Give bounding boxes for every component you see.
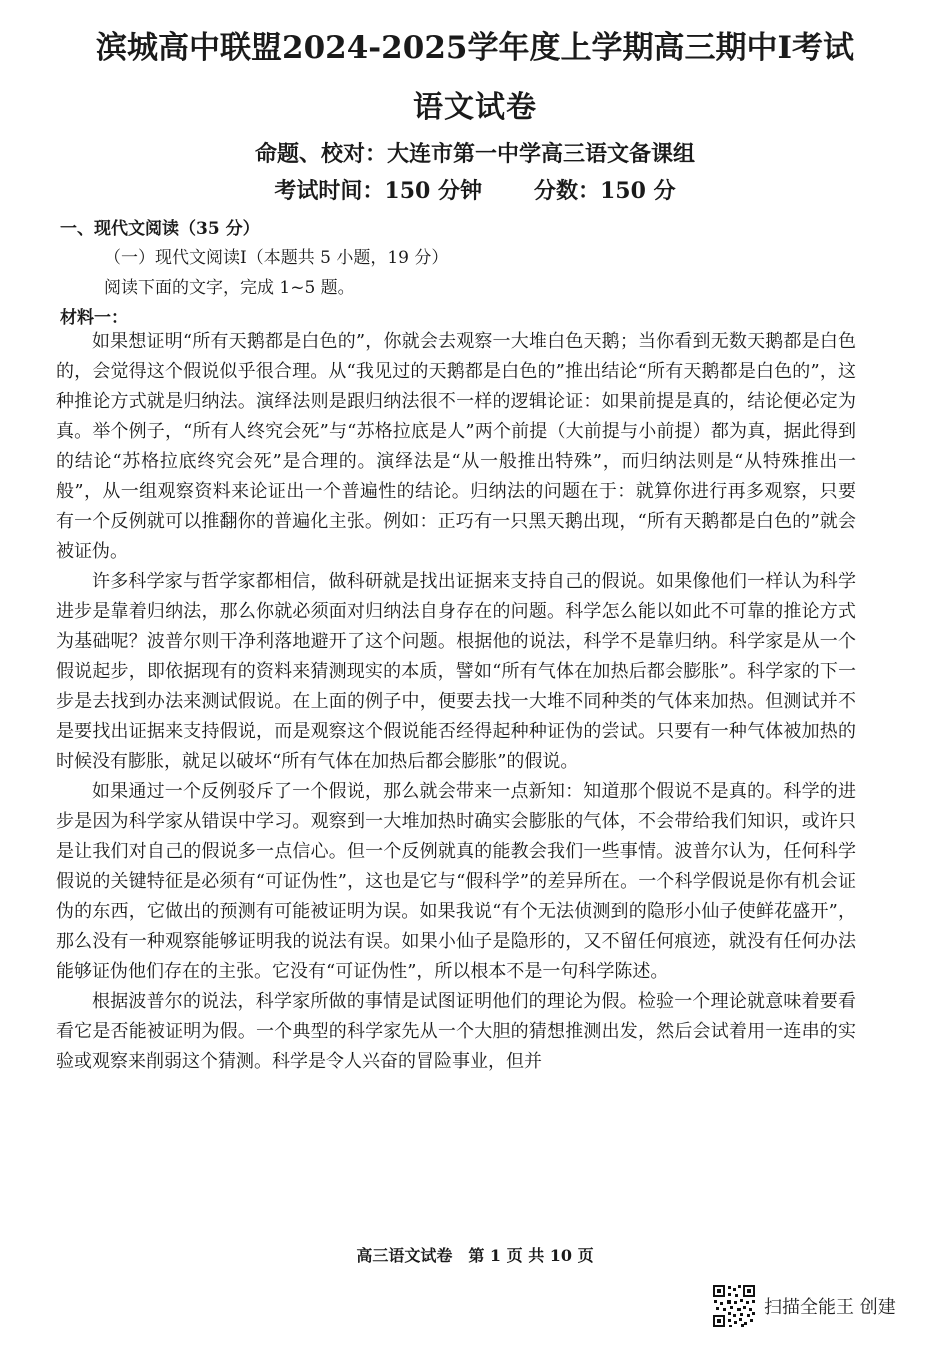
scanner-label: 扫描全能王 创建	[764, 1297, 896, 1318]
exam-time: 考试时间：150 分钟	[274, 178, 482, 204]
paragraph-2: 许多科学家与哲学家都相信，做科研就是找出证据来支持自己的假说。如果像他们一样认为科学进步是靠着归纳法，那么你就必须面对归纳法自身存在的问题。科学怎么能以如此不可靠的推论方式为基础呢？波普尔则干净利落地避开了这个问题。根据他的说法，科学不是靠归纳。科学家是从一个假说起步，即依据现有的资料来猜测现实的本质，譬如“所有气体在加热后都会膨胀”。科学家的下一步是去找到办法来测试假说。在上面的例子中，便要去找一大堆不同种类的气体来加热。但测试并不是要找出证据来支持假说，而是观察这个假说能否经得起种种证伪的尝试。只要有一种气体被加热的时候没有膨胀，就足以破坏“所有气体在加热后都会膨胀”的假说。	[56, 571, 856, 772]
paragraph-1: 如果想证明“所有天鹅都是白色的”，你就会去观察一大堆白色天鹅；当你看到无数天鹅都是白色的，会觉得这个假说似乎很合理。从“我见过的天鹅都是白色的”推出结论“所有天鹅都是白色的”，这种推论方式就是归纳法。演绎法则是跟归纳法很不一样的逻辑论证：如果前提是真的，结论便必定为真。举个例子，“所有人终究会死”与“苏格拉底是人”两个前提（大前提与小前提）都为真，据此得到的结论“苏格拉底终究会死”是合理的。演绎法是“从一般推出特殊”，而归纳法则是“从特殊推出一般”，从一组观察资料来论证出一个普遍性的结论。归纳法的问题在于：就算你进行再多观察，只要有一个反例就可以推翻你的普遍化主张。例如：正巧有一只黑天鹅出现，“所有天鹅都是白色的”就会被证伪。	[56, 331, 856, 562]
qr-code-icon	[712, 1284, 756, 1328]
setter-line: 命题、校对：大连市第一中学高三语文备课组	[254, 141, 695, 167]
scanner-watermark	[712, 1284, 896, 1328]
reading-instruction: 阅读下面的文字，完成 1~5 题。	[104, 278, 355, 298]
exam-score: 分数：150 分	[534, 178, 676, 204]
material-text	[56, 327, 856, 1077]
section-heading: 一、现代文阅读（35 分）	[60, 219, 260, 239]
material-label: 材料一：	[60, 308, 128, 328]
exam-info-line	[0, 174, 950, 205]
page-footer: 高三语文试卷 第 1 页 共 10 页	[356, 1246, 594, 1265]
subject-title: 语文试卷	[413, 90, 537, 125]
paragraph-3: 如果通过一个反例驳斥了一个假说，那么就会带来一点新知：知道那个假说不是真的。科学的进步是因为科学家从错误中学习。观察到一大堆加热时确实会膨胀的气体，不会带给我们知识，或许只是让我们对自己的假说多一点信心。但一个反例就真的能教会我们一些事情。波普尔认为，任何科学假说的关键特征是必须有“可证伪性”，这也是它与“假科学”的差异所在。一个科学假说是你有机会证伪的东西，它做出的预测有可能被证明为误。如果我说“有个无法侦测到的隐形小仙子使鲜花盛开”，那么没有一种观察能够证明我的说法有误。如果小仙子是隐形的，又不留任何痕迹，就没有任何办法能够证伪他们存在的主张。它没有“可证伪性”，所以根本不是一句科学陈述。	[56, 781, 856, 982]
exam-title: 滨城高中联盟2024-2025学年度上学期高三期中Ⅰ考试	[96, 30, 854, 66]
subsection-heading: （一）现代文阅读Ⅰ（本题共 5 小题，19 分）	[104, 248, 449, 268]
paragraph-4: 根据波普尔的说法，科学家所做的事情是试图证明他们的理论为假。检验一个理论就意味着要看看它是否能被证明为假。一个典型的科学家先从一个大胆的猜想推测出发，然后会试着用一连串的实验或观察来削弱这个猜测。科学是令人兴奋的冒险事业，但并	[56, 991, 856, 1072]
